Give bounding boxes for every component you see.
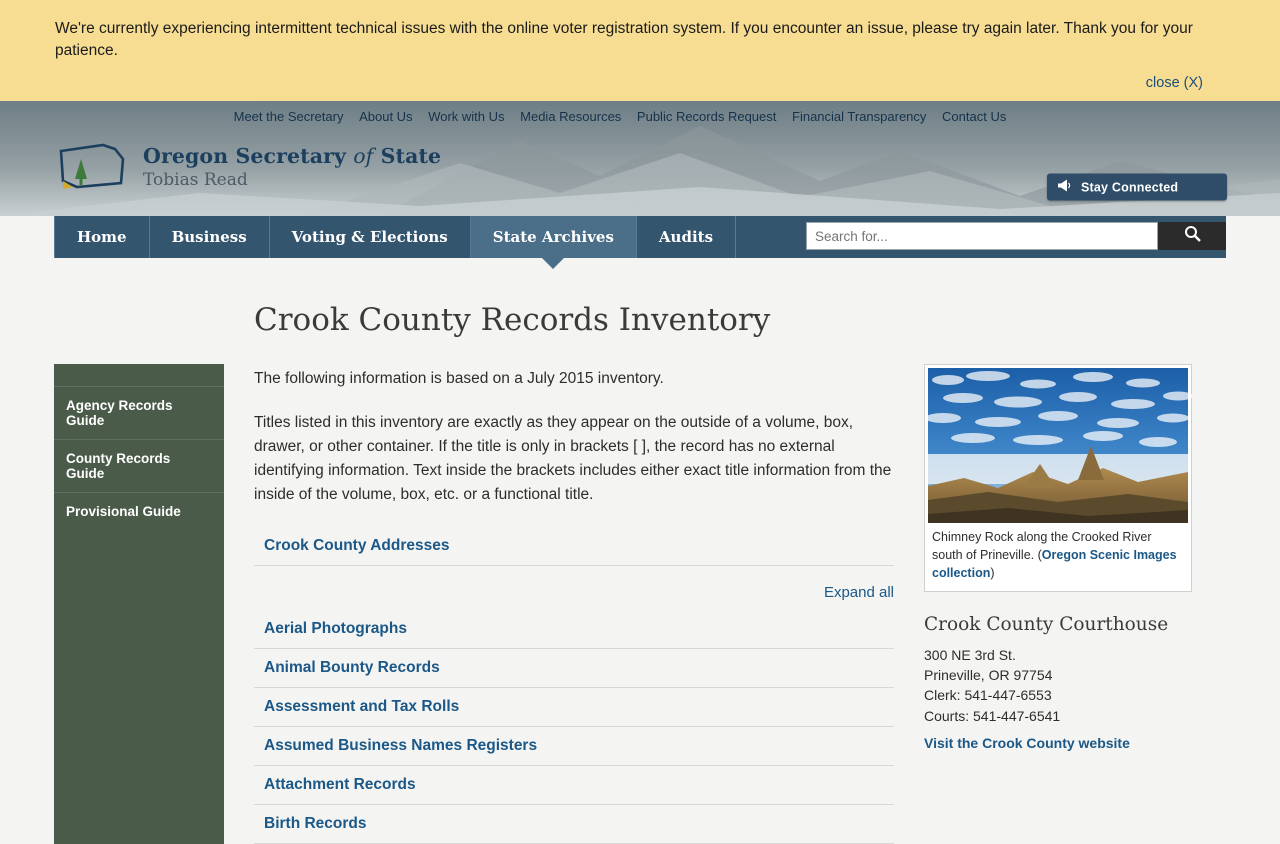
photo-caption [928,523,1188,587]
sidebar-item-provisional-guide[interactable]: Provisional Guide [54,492,224,530]
alert-message: We're currently experiencing intermittent technical issues with the online voter registration system. If you encounter an issue, please try again later. Thank you for your patience. [55,20,1193,59]
photo-card [924,364,1192,591]
accordion-animal-bounty-records[interactable]: Animal Bounty Records [254,649,894,688]
sidebar [54,364,224,844]
link-crook-county-website[interactable]: Visit the Crook County website [924,734,1130,751]
utility-nav-item-financial-transparency[interactable]: Financial Transparency [792,109,927,125]
sidebar-item-county-records-guide[interactable]: County Records Guide [54,439,224,492]
page-title: Crook County Records Inventory [254,302,771,339]
search-input[interactable] [806,222,1158,250]
utility-nav-item-meet-the-secretary[interactable]: Meet the Secretary [233,109,344,125]
utility-nav [0,109,1280,124]
nav-item-audits[interactable]: Audits [637,216,736,258]
photo-caption-suffix: ) [990,565,995,580]
utility-nav-item-about-us[interactable]: About Us [359,109,413,125]
courthouse-courts-phone: Courts: 541-447-6541 [924,707,1061,724]
courthouse-info [924,614,1194,753]
accordion-assumed-business-names-registers[interactable]: Assumed Business Names Registers [254,727,894,766]
accordion-attachment-records[interactable]: Attachment Records [254,766,894,805]
expand-all-link[interactable]: Expand all [823,584,894,602]
courthouse-address-line-1: 300 NE 3rd St. [924,646,1016,663]
accordion-aerial-photographs[interactable]: Aerial Photographs [254,610,894,649]
courthouse-address-line-2: Prineville, OR 97754 [924,666,1053,683]
oregon-outline-logo-icon [55,137,129,197]
accordion-assessment-and-tax-rolls[interactable]: Assessment and Tax Rolls [254,688,894,727]
page-wrapper [54,302,1226,844]
alert-banner [0,0,1280,101]
photo-caption-link[interactable]: Oregon Scenic Images collection [932,548,1177,580]
search-icon [1184,225,1201,247]
utility-nav-item-public-records-request[interactable]: Public Records Request [636,109,777,125]
sidebar-header-spacer [54,364,224,386]
right-column [924,364,1194,844]
chimney-rock-photo [928,368,1188,523]
main-navigation [54,216,1226,258]
utility-nav-item-media-resources[interactable]: Media Resources [520,109,622,125]
utility-nav-item-contact-us[interactable]: Contact Us [942,109,1007,125]
content-row [54,364,1226,844]
courthouse-clerk-phone: Clerk: 541-447-6553 [924,687,1052,704]
nav-item-home[interactable]: Home [54,216,150,258]
site-header [0,101,1280,216]
photo-caption-text: Chimney Rock along the Crooked River south of Prineville. ( [932,530,1152,563]
intro-paragraph-2: Titles listed in this inventory are exactly as they appear on the outside of a volume, box, drawer, or other container. If the title is only in brackets [ ], the record has no external identifying information. Text inside the brackets includes either exact title information from the inside of the volume, box, etc. or a functional title. [254,414,892,504]
intro-paragraph-1: The following information is based on a July 2015 inventory. [254,370,664,388]
nav-item-state-archives[interactable]: State Archives [471,216,637,258]
utility-nav-item-work-with-us[interactable]: Work with Us [428,109,505,125]
alert-close-link[interactable]: close (X) [1145,75,1203,92]
link-crook-county-addresses[interactable]: Crook County Addresses [254,527,894,566]
courthouse-heading: Crook County Courthouse [924,613,1169,635]
site-logo[interactable] [55,137,441,197]
stay-connected-button[interactable] [1047,174,1227,201]
main-content [224,364,924,844]
stay-connected-label: Stay Connected [1081,180,1179,195]
logo-subtitle: Tobias Read [143,170,248,191]
nav-item-voting-elections[interactable]: Voting & Elections [270,216,471,258]
logo-title: Oregon Secretary of State [143,144,442,169]
search-form [806,222,1226,250]
sidebar-item-agency-records-guide[interactable]: Agency Records Guide [54,386,224,439]
expand-all-container [254,584,894,602]
nav-item-business[interactable]: Business [150,216,270,258]
accordion-birth-records[interactable]: Birth Records [254,805,894,844]
megaphone-icon [1047,179,1081,196]
search-button[interactable] [1158,222,1226,250]
